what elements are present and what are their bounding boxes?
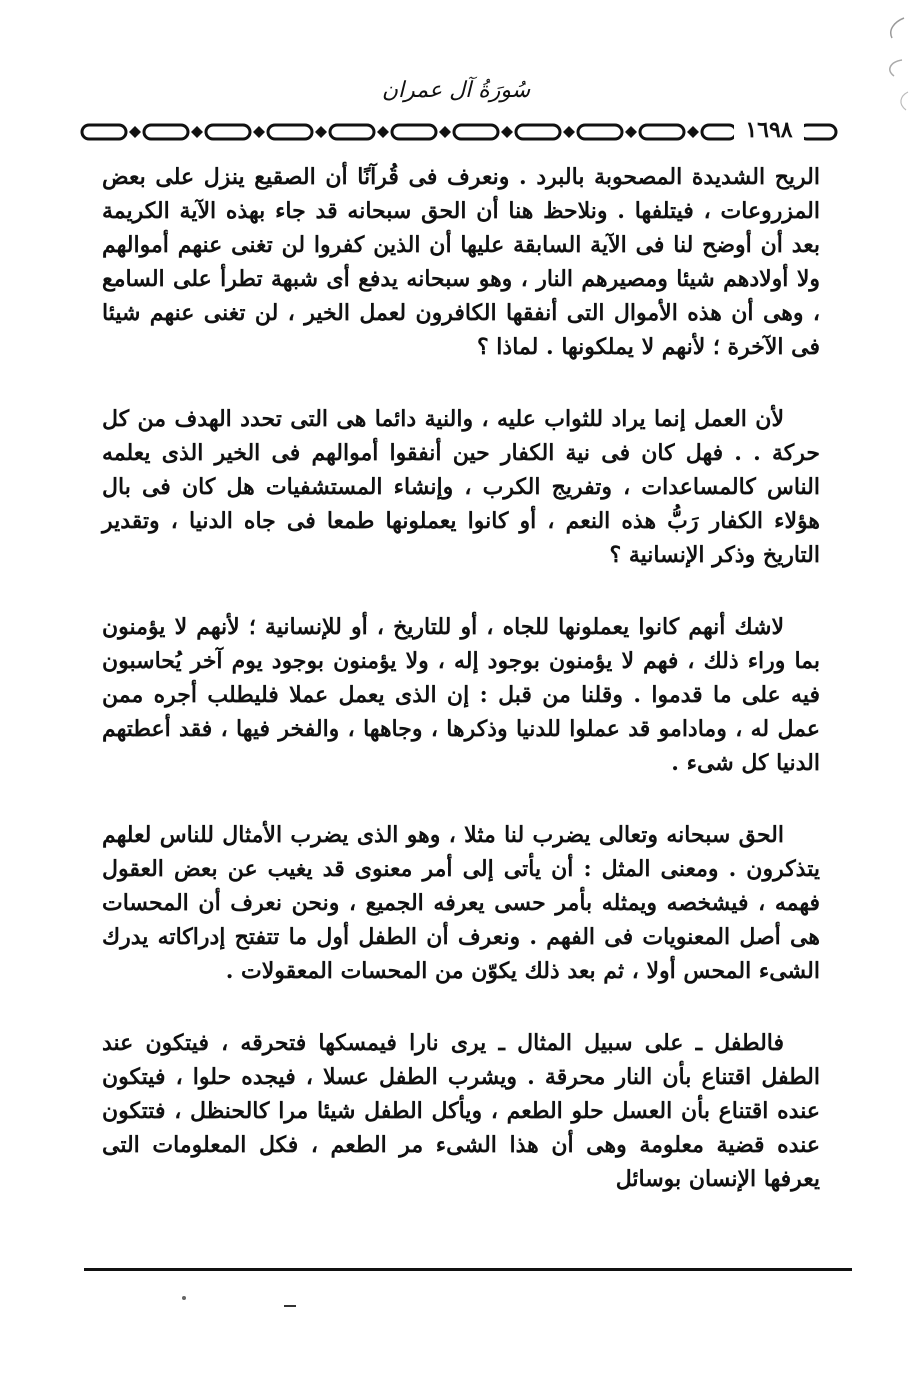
- paragraph: لأن العمل إنما يراد للثواب عليه ، والنية دائما هى التى تحدد الهدف من كل حركة . . فهل كان فى نية الكفار حين أنفقوا أموالهم فى الخير الذى يعلمه الناس كالمساعدات ، وتفريج الكرب ، وإنشاء المستشفيات هل كان فى بال هؤلاء الكفار رَبُّ هذه النعم ، أو كانوا يعملونها طمعا فى جاه الدنيا ، وتقدير التاريخ وذكر الإنسانية ؟: [102, 406, 820, 568]
- scan-speck: [182, 1296, 186, 1300]
- paragraph: فالطفل ـ على سبيل المثال ـ يرى نارا فيمسكها فتحرقه ، فيتكون عند الطفل اقتناع بأن النار محرقة . ويشرب الطفل عسلا ، فيجده حلوا ، فيتكون عنده اقتناع بأن العسل حلو الطعم ، ويأكل الطفل شيئا مرا كالحنظل ، فتتكون عنده قضية معلومة وهى أن هذا الشىء مر الطعم ، فكل المعلومات التى يعرفها الإنسان بوسائل: [102, 1030, 820, 1192]
- paragraph: الحق سبحانه وتعالى يضرب لنا مثلا ، وهو الذى يضرب الأمثال للناس لعلهم يتذكرون . ومعنى المثل : أن يأتى إلى أمر معنوى قد يغيب عن بعض العقول فهمه ، فيشخصه ويمثله بأمر حسى يعرفه الجميع ، ونحن نعرف أن المحسات هى أصل المعنويات فى الفهم . ونعرف أن الطفل أول ما تتفتح إدراكاته يدرك الشىء المحس أولا ، ثم بعد ذلك يكوّن من المحسات المعقولات .: [102, 822, 820, 984]
- surah-title: سُورَةُ آل عمران: [381, 78, 531, 103]
- decorative-chain-border: [80, 120, 840, 144]
- footer-rule: [84, 1268, 852, 1271]
- page-number: ١٦٩٨: [734, 116, 804, 144]
- page-body-text: [102, 160, 820, 1196]
- scan-speck: [284, 1305, 296, 1307]
- paragraph: لاشك أنهم كانوا يعملونها للجاه ، أو للتاريخ ، أو للإنسانية ؛ لأنهم لا يؤمنون بما وراء ذلك ، فهم لا يؤمنون بوجود إله ، ولا يؤمنون بوجود يوم آخر يُحاسبون فيه على ما قدموا . وقلنا من قبل : إن الذى يعمل عملا فليطلب أجره ممن عمل له ، ومادامو قد عملوا للدنيا وذكرها ، وجاهها ، والفخر فيها ، فقد أعطتهم الدنيا كل شىء .: [102, 614, 821, 776]
- paragraph: الريح الشديدة المصحوبة بالبرد . ونعرف فى قُرآنًا أن الصقيع ينزل على بعض المزروعات ، فيتلفها . ونلاحظ هنا أن الحق سبحانه قد جاء بهذه الآية الكريمة بعد أن أوضح لنا فى الآية السابقة عليها أن الذين كفروا لن تغنى عنهم أموالهم ولا أولادهم شيئا ومصيرهم النار ، وهو سبحانه يدفع أى شبهة تطرأ على السامع ، وهى أن هذه الأموال التى أنفقها الكافرون لعمل الخير ، لن تغنى عنهم شيئا فى الآخرة ؛ لأنهم لا يملكونها . لماذا ؟: [102, 164, 820, 360]
- scan-edge-marks: [842, 0, 912, 130]
